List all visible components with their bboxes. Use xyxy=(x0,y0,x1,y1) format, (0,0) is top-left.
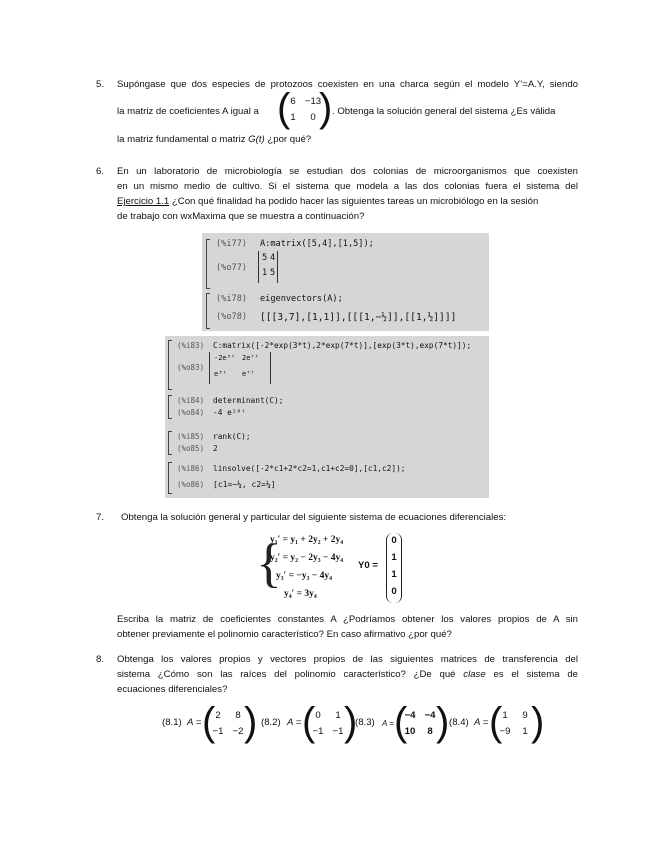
cell-bracket xyxy=(206,293,210,329)
q5-line2a: la matriz de coeficientes A igual a xyxy=(117,106,259,117)
input-83: C:matrix([-2*exp(3*t),2*exp(7*t)],[exp(3*t),exp(7*t)]); xyxy=(213,341,472,350)
cell-bracket xyxy=(206,239,210,289)
q7-paragraph-line1: Escriba la matriz de coeficientes constantes A ¿Podríamos obtener los valores propios de A sin xyxy=(117,614,578,625)
label-8-1: (8.1) xyxy=(162,717,182,728)
output-86: [c1=−¼, c2=¼] xyxy=(213,480,276,489)
label-8-3: (8.3) xyxy=(355,717,375,728)
system-brace: { xyxy=(256,533,282,593)
equation-2: y₂′ = y₂ − 2y₃ − 4y₄ xyxy=(270,553,344,563)
q5-matrix: ( 6 −13 1 0 ) xyxy=(277,86,333,130)
q7-paragraph-line2: obtener previamente el polinomio característico? En caso afirmativo ¿por qué? xyxy=(117,629,452,640)
q6-line3: Ejercicio 1.1 ¿Con qué finalidad ha podido hacer las siguientes tareas un microbiólogo en la sesión xyxy=(117,196,539,207)
q5-g-of-t: G(t) xyxy=(248,134,265,145)
q8-number: 8. xyxy=(96,654,105,665)
q5-line1: Supóngase que dos especies de protozoos coexisten en una charca según el modelo Y’=A.Y, siendo xyxy=(117,79,578,90)
cell-bracket xyxy=(168,462,172,494)
input-77: A:matrix([5,4],[1,5]); xyxy=(260,239,374,249)
label-8-4: (8.4) xyxy=(449,717,469,728)
cell-bracket xyxy=(168,395,172,419)
q7-number: 7. xyxy=(96,512,105,523)
wxmaxima-screenshot-2: (%i83) C:matrix([-2*exp(3*t),2*exp(7*t)],[exp(3*t),exp(7*t)]); (%o83) -2e³ᵗ 2e⁷ᵗ e³ᵗ e⁷ᵗ (%i84) determinant(C); (%o84) -4 e¹⁰ᵗ (%i85) rank(C); (%o85) 2 (%i86) linsolve([-2*c1+2*c2=1,c1+c2=0],[c1,c2]); (%o86) [c1=−¼, c2=¼] xyxy=(165,336,489,498)
q6-line1: En un laboratorio de microbiología se estudian dos colonias de microorganismos que coexisten xyxy=(117,166,578,177)
equation-3: y₃′ = −y₃ − 4y₄ xyxy=(276,571,332,581)
matrix-8-3: ( −4 −4 10 8 ) xyxy=(394,700,450,744)
input-84: determinant(C); xyxy=(213,396,284,405)
q6-number: 6. xyxy=(96,166,105,177)
q8-matrices-row: (8.1) A = ( 2 8 −1 −2 ) (8.2) A = ( 0 1 −1 −1 ) (8.3) A = ( −4 −4 10 8 ) (8.4) A = ( 1 9 −9 1 ) xyxy=(162,700,545,744)
q6-line2: en un mismo medio de cultivo. Si el sistema que modela a las dos colonias fuera el sistema del xyxy=(117,181,578,192)
q6-line4: de trabajo con wxMaxima que se muestra a continuación? xyxy=(117,211,365,222)
ejercicio-link[interactable]: Ejercicio 1.1 xyxy=(117,196,170,207)
cell-bracket xyxy=(168,340,172,390)
equation-4: y₄′ = 3y₄ xyxy=(284,589,317,599)
q7-line1: Obtenga la solución general y particular del siguiente sistema de ecuaciones diferenciales: xyxy=(121,512,507,523)
output-83-matrix: -2e³ᵗ 2e⁷ᵗ e³ᵗ e⁷ᵗ xyxy=(209,352,271,384)
output-85: 2 xyxy=(213,444,218,453)
input-86: linsolve([-2*c1+2*c2=1,c1+c2=0],[c1,c2]); xyxy=(213,464,406,473)
output-78: [[[3,7],[1,1]],[[[1,−½]],[[1,½]]]] xyxy=(260,312,457,323)
q5-line3: la matriz fundamental o matriz G(t) ¿por qué? xyxy=(117,134,312,145)
matrix-8-1: ( 2 8 −1 −2 ) xyxy=(202,700,258,744)
q8-line3: ecuaciones diferenciales? xyxy=(117,684,228,695)
input-85: rank(C); xyxy=(213,432,251,441)
matrix-8-4: ( 1 9 −9 1 ) xyxy=(489,700,545,744)
y0-vector: 0 1 1 0 xyxy=(386,533,402,603)
wxmaxima-screenshot-1: (%i77) A:matrix([5,4],[1,5]); (%o77) 5 4 1 5 (%i78) eigenvectors(A); (%o78) [[[3,7],[1,1]],[[[1,−½]],[[1,½]]]] xyxy=(202,233,489,331)
label-8-2: (8.2) xyxy=(261,717,281,728)
y0-label: Y0 = xyxy=(358,560,379,571)
cell-bracket xyxy=(168,431,172,455)
output-84: -4 e¹⁰ᵗ xyxy=(213,408,246,417)
q8-line2: sistema ¿Cómo son las raíces del polinomio característico? ¿De qué clase es el sistema de xyxy=(117,669,579,680)
equation-1: y₁′ = y₁ + 2y₂ + 2y₄ xyxy=(270,535,344,545)
q5-line2b: . Obtenga la solución general del sistema ¿Es válida xyxy=(332,106,556,117)
q5-number: 5. xyxy=(96,79,105,90)
matrix-8-2: ( 0 1 −1 −1 ) xyxy=(302,700,358,744)
output-77-matrix: 5 4 1 5 xyxy=(258,251,278,283)
q8-line1: Obtenga los valores propios y vectores propios de las siguientes matrices de transferencia del xyxy=(117,654,578,665)
input-78: eigenvectors(A); xyxy=(260,294,343,304)
